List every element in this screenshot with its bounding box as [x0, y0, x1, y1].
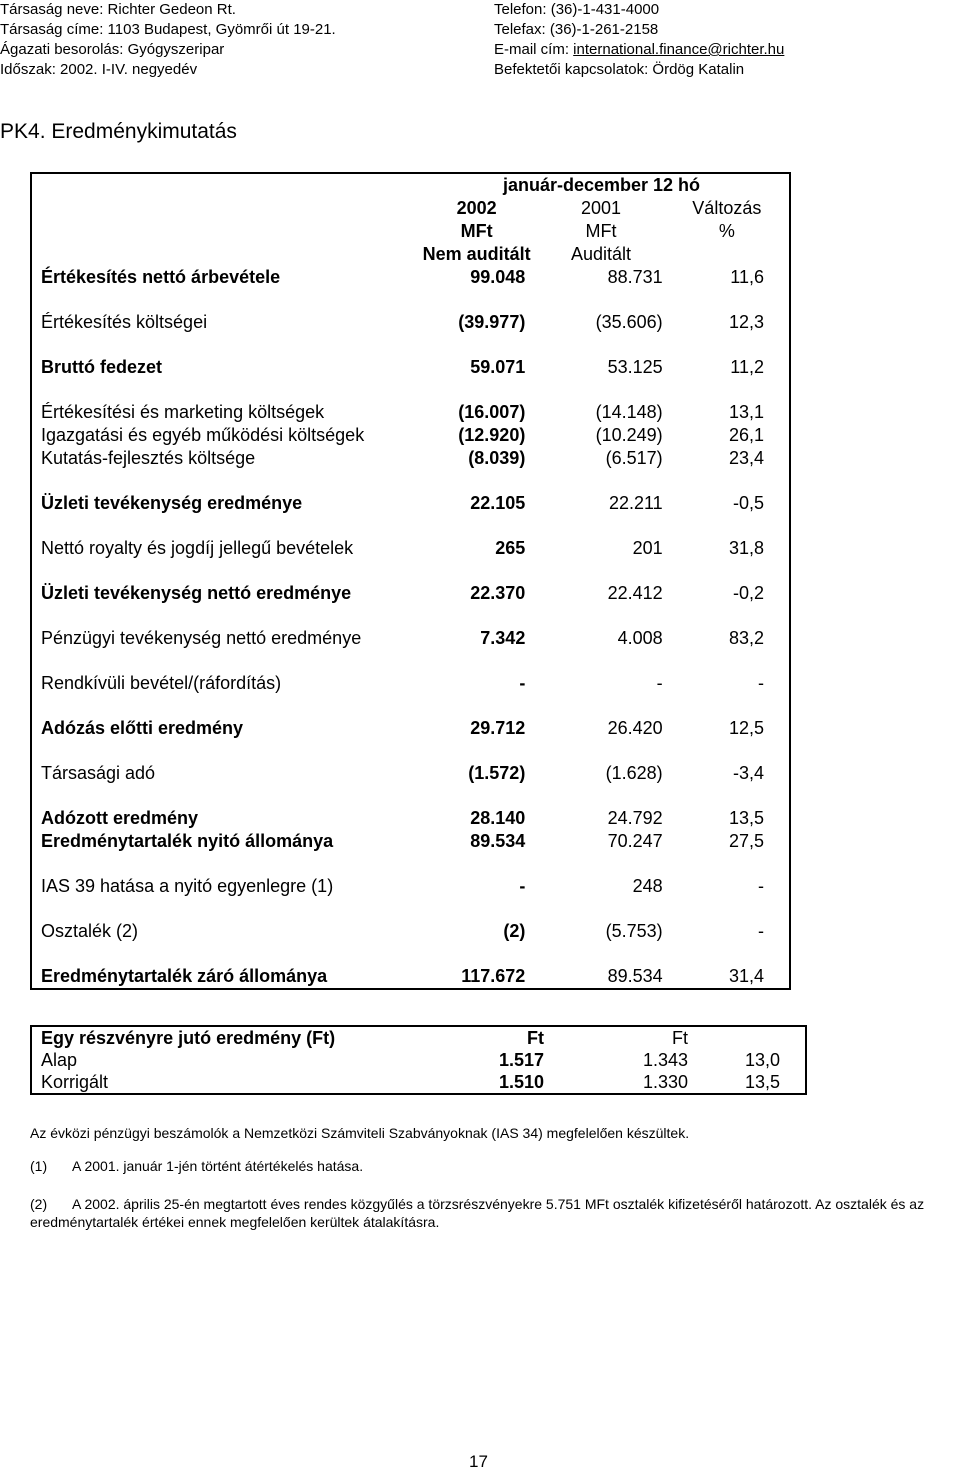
row-label: Kutatás-fejlesztés költsége	[31, 447, 414, 470]
row-value-2001: 70.247	[607, 831, 663, 851]
page-title: PK4. Eredménykimutatás	[0, 120, 237, 143]
row-value-2002: 22.370	[470, 583, 526, 603]
industry: Ágazati besorolás: Gyógyszeripar	[0, 41, 225, 58]
row-change: 23,4	[665, 447, 790, 470]
col-2001-year: 2001	[580, 198, 622, 218]
footnote-2-num: (2)	[30, 1196, 48, 1212]
row-value-2001: 53.125	[607, 357, 663, 377]
email-label: E-mail cím:	[494, 41, 574, 58]
row-value-2002: -	[519, 876, 526, 896]
footnote-2-text: A 2002. április 25-én megtartott éves rendes közgyűlés a törzsrészvényekre 5.751 MFt osztalék kifizetéséről határozott. Az osztalék és az eredménytartalék értékei ennek megfelelően kerültek átalakításra.	[30, 1196, 925, 1230]
table-row	[31, 447, 790, 470]
row-change: 11,6	[665, 266, 790, 289]
table-row	[31, 672, 790, 695]
row-value-2001: (35.606)	[595, 312, 663, 332]
row-value-2001: 89.534	[539, 965, 664, 989]
eps-diluted-change: 13,5	[690, 1071, 806, 1094]
footnote-1-num: (1)	[30, 1158, 48, 1174]
col-2002-unit: MFt	[460, 221, 493, 241]
row-change: 31,8	[665, 537, 790, 560]
table-row	[31, 356, 790, 379]
row-value-2001: (5.753)	[605, 921, 663, 941]
row-label: Eredménytartalék nyitó állománya	[31, 830, 414, 853]
row-label: Bruttó fedezet	[31, 356, 414, 379]
row-label: Üzleti tevékenység eredménye	[31, 492, 414, 515]
table-row	[31, 492, 790, 515]
footnote-1	[30, 1157, 960, 1175]
contact-info	[494, 0, 784, 80]
eps-title: Egy részvényre jutó eredmény (Ft)	[31, 1026, 414, 1049]
table-row	[31, 920, 790, 943]
col-2002-year: 2002	[456, 198, 497, 218]
row-value-2001: (1.628)	[605, 763, 663, 783]
row-value-2001: 24.792	[607, 808, 663, 828]
row-change: 31,4	[665, 965, 790, 989]
period: Időszak: 2002. I-IV. negyedév	[0, 61, 198, 78]
company-name: Társaság neve: Richter Gedeon Rt.	[0, 1, 236, 18]
row-change: 12,5	[665, 717, 790, 740]
investor-relations: Befektetői kapcsolatok: Ördög Katalin	[494, 61, 745, 78]
row-value-2002: 29.712	[470, 718, 526, 738]
row-value-2002: 265	[495, 538, 526, 558]
row-label: Igazgatási és egyéb működési költségek	[31, 424, 414, 447]
row-value-2001: (6.517)	[605, 448, 663, 468]
row-value-2002: (12.920)	[458, 425, 526, 445]
row-change: 26,1	[665, 424, 790, 447]
col-change: Változás	[665, 197, 790, 220]
row-value-2002: 7.342	[480, 628, 526, 648]
company-address: Társaság címe: 1103 Budapest, Gyömrői út 19-21.	[0, 21, 336, 38]
page-number: 17	[469, 1452, 488, 1471]
table-row	[31, 717, 790, 740]
row-value-2002: 28.140	[470, 808, 526, 828]
table-row	[31, 424, 790, 447]
row-label: Üzleti tevékenység nettó eredménye	[31, 582, 414, 605]
row-value-2002: 59.071	[470, 357, 526, 377]
row-change: 12,3	[665, 311, 790, 334]
row-label: Nettó royalty és jogdíj jellegű bevételek	[31, 537, 414, 560]
eps-basic-2002: 1.517	[498, 1050, 544, 1070]
row-value-2002: (16.007)	[458, 402, 526, 422]
row-value-2002: 89.534	[470, 831, 526, 851]
row-value-2001: 248	[632, 876, 663, 896]
table-row	[31, 401, 790, 424]
table-row	[31, 875, 790, 898]
row-change: -	[665, 920, 790, 943]
row-label: Értékesítés költségei	[31, 311, 414, 334]
row-value-2002: 117.672	[414, 965, 539, 989]
row-value-2002: (8.039)	[468, 448, 526, 468]
table-row	[31, 830, 790, 853]
eps-basic-2001: 1.343	[642, 1050, 688, 1070]
row-label: Adózott eredmény	[31, 807, 414, 830]
row-label: Eredménytartalék záró állománya	[31, 965, 414, 989]
row-change: -	[665, 875, 790, 898]
table-row	[31, 627, 790, 650]
row-value-2002: (1.572)	[468, 763, 526, 783]
row-value-2002: -	[519, 673, 526, 693]
email-line	[494, 40, 784, 60]
col-2002-status: Nem auditált	[422, 244, 531, 264]
table-row	[31, 807, 790, 830]
row-change: 27,5	[665, 830, 790, 853]
period-header: január-december 12 hó	[414, 173, 790, 197]
eps-table	[30, 1025, 807, 1095]
row-value-2001: 26.420	[607, 718, 663, 738]
row-change: -3,4	[665, 762, 790, 785]
row-value-2001: (10.249)	[595, 425, 663, 445]
table-row	[31, 762, 790, 785]
row-change: -	[665, 672, 790, 695]
table-row	[31, 311, 790, 334]
row-value-2001: -	[656, 673, 663, 693]
row-value-2001: 22.211	[608, 493, 663, 513]
row-change: 13,1	[665, 401, 790, 424]
row-label: Társasági adó	[31, 762, 414, 785]
row-label: Értékesítési és marketing költségek	[31, 401, 414, 424]
email-link[interactable]: international.finance@richter.hu	[573, 41, 785, 58]
income-statement-table	[30, 172, 791, 990]
col-change-unit: %	[665, 220, 790, 243]
fax: Telefax: (36)-1-261-2158	[494, 21, 659, 38]
eps-basic-label: Alap	[31, 1049, 414, 1071]
ias-note: Az évközi pénzügyi beszámolók a Nemzetközi Számviteli Szabványoknak (IAS 34) megfelelően készültek.	[30, 1125, 690, 1141]
row-change: 83,2	[665, 627, 790, 650]
row-label: Rendkívüli bevétel/(ráfordítás)	[31, 672, 414, 695]
table-row	[31, 582, 790, 605]
row-change: -0,2	[665, 582, 790, 605]
eps-diluted-2001: 1.330	[558, 1071, 690, 1094]
table-row	[31, 537, 790, 560]
row-value-2001: 201	[632, 538, 663, 558]
row-value-2001: (14.148)	[595, 402, 663, 422]
row-value-2002: (39.977)	[458, 312, 526, 332]
footnote-1-text: A 2001. január 1-jén történt átértékelés hatása.	[72, 1158, 364, 1174]
col-2001-unit: MFt	[585, 221, 617, 241]
table-row	[31, 266, 790, 289]
footnote-2	[30, 1195, 960, 1231]
phone: Telefon: (36)-1-431-4000	[494, 1, 660, 18]
eps-diluted-label: Korrigált	[31, 1071, 414, 1094]
table-row	[31, 965, 790, 989]
row-change: 13,5	[665, 807, 790, 830]
row-label: Értékesítés nettó árbevétele	[31, 266, 414, 289]
eps-basic-change: 13,0	[690, 1049, 806, 1071]
row-change: 11,2	[665, 356, 790, 379]
row-change: -0,5	[665, 492, 790, 515]
row-label: Pénzügyi tevékenység nettó eredménye	[31, 627, 414, 650]
row-value-2001: 22.412	[607, 583, 663, 603]
row-value-2001: 88.731	[607, 267, 663, 287]
eps-2001-unit: Ft	[558, 1026, 690, 1049]
row-value-2002: (2)	[503, 921, 526, 941]
row-value-2002: 99.048	[470, 267, 526, 287]
eps-diluted-2002: 1.510	[414, 1071, 558, 1094]
col-2001-status: Auditált	[570, 244, 632, 264]
row-label: IAS 39 hatása a nyitó egyenlegre (1)	[31, 875, 414, 898]
row-value-2002: 22.105	[470, 493, 526, 513]
row-value-2001: 4.008	[617, 628, 663, 648]
row-label: Osztalék (2)	[31, 920, 414, 943]
row-label: Adózás előtti eredmény	[31, 717, 414, 740]
eps-2002-unit: Ft	[414, 1026, 558, 1049]
company-info	[0, 0, 336, 80]
